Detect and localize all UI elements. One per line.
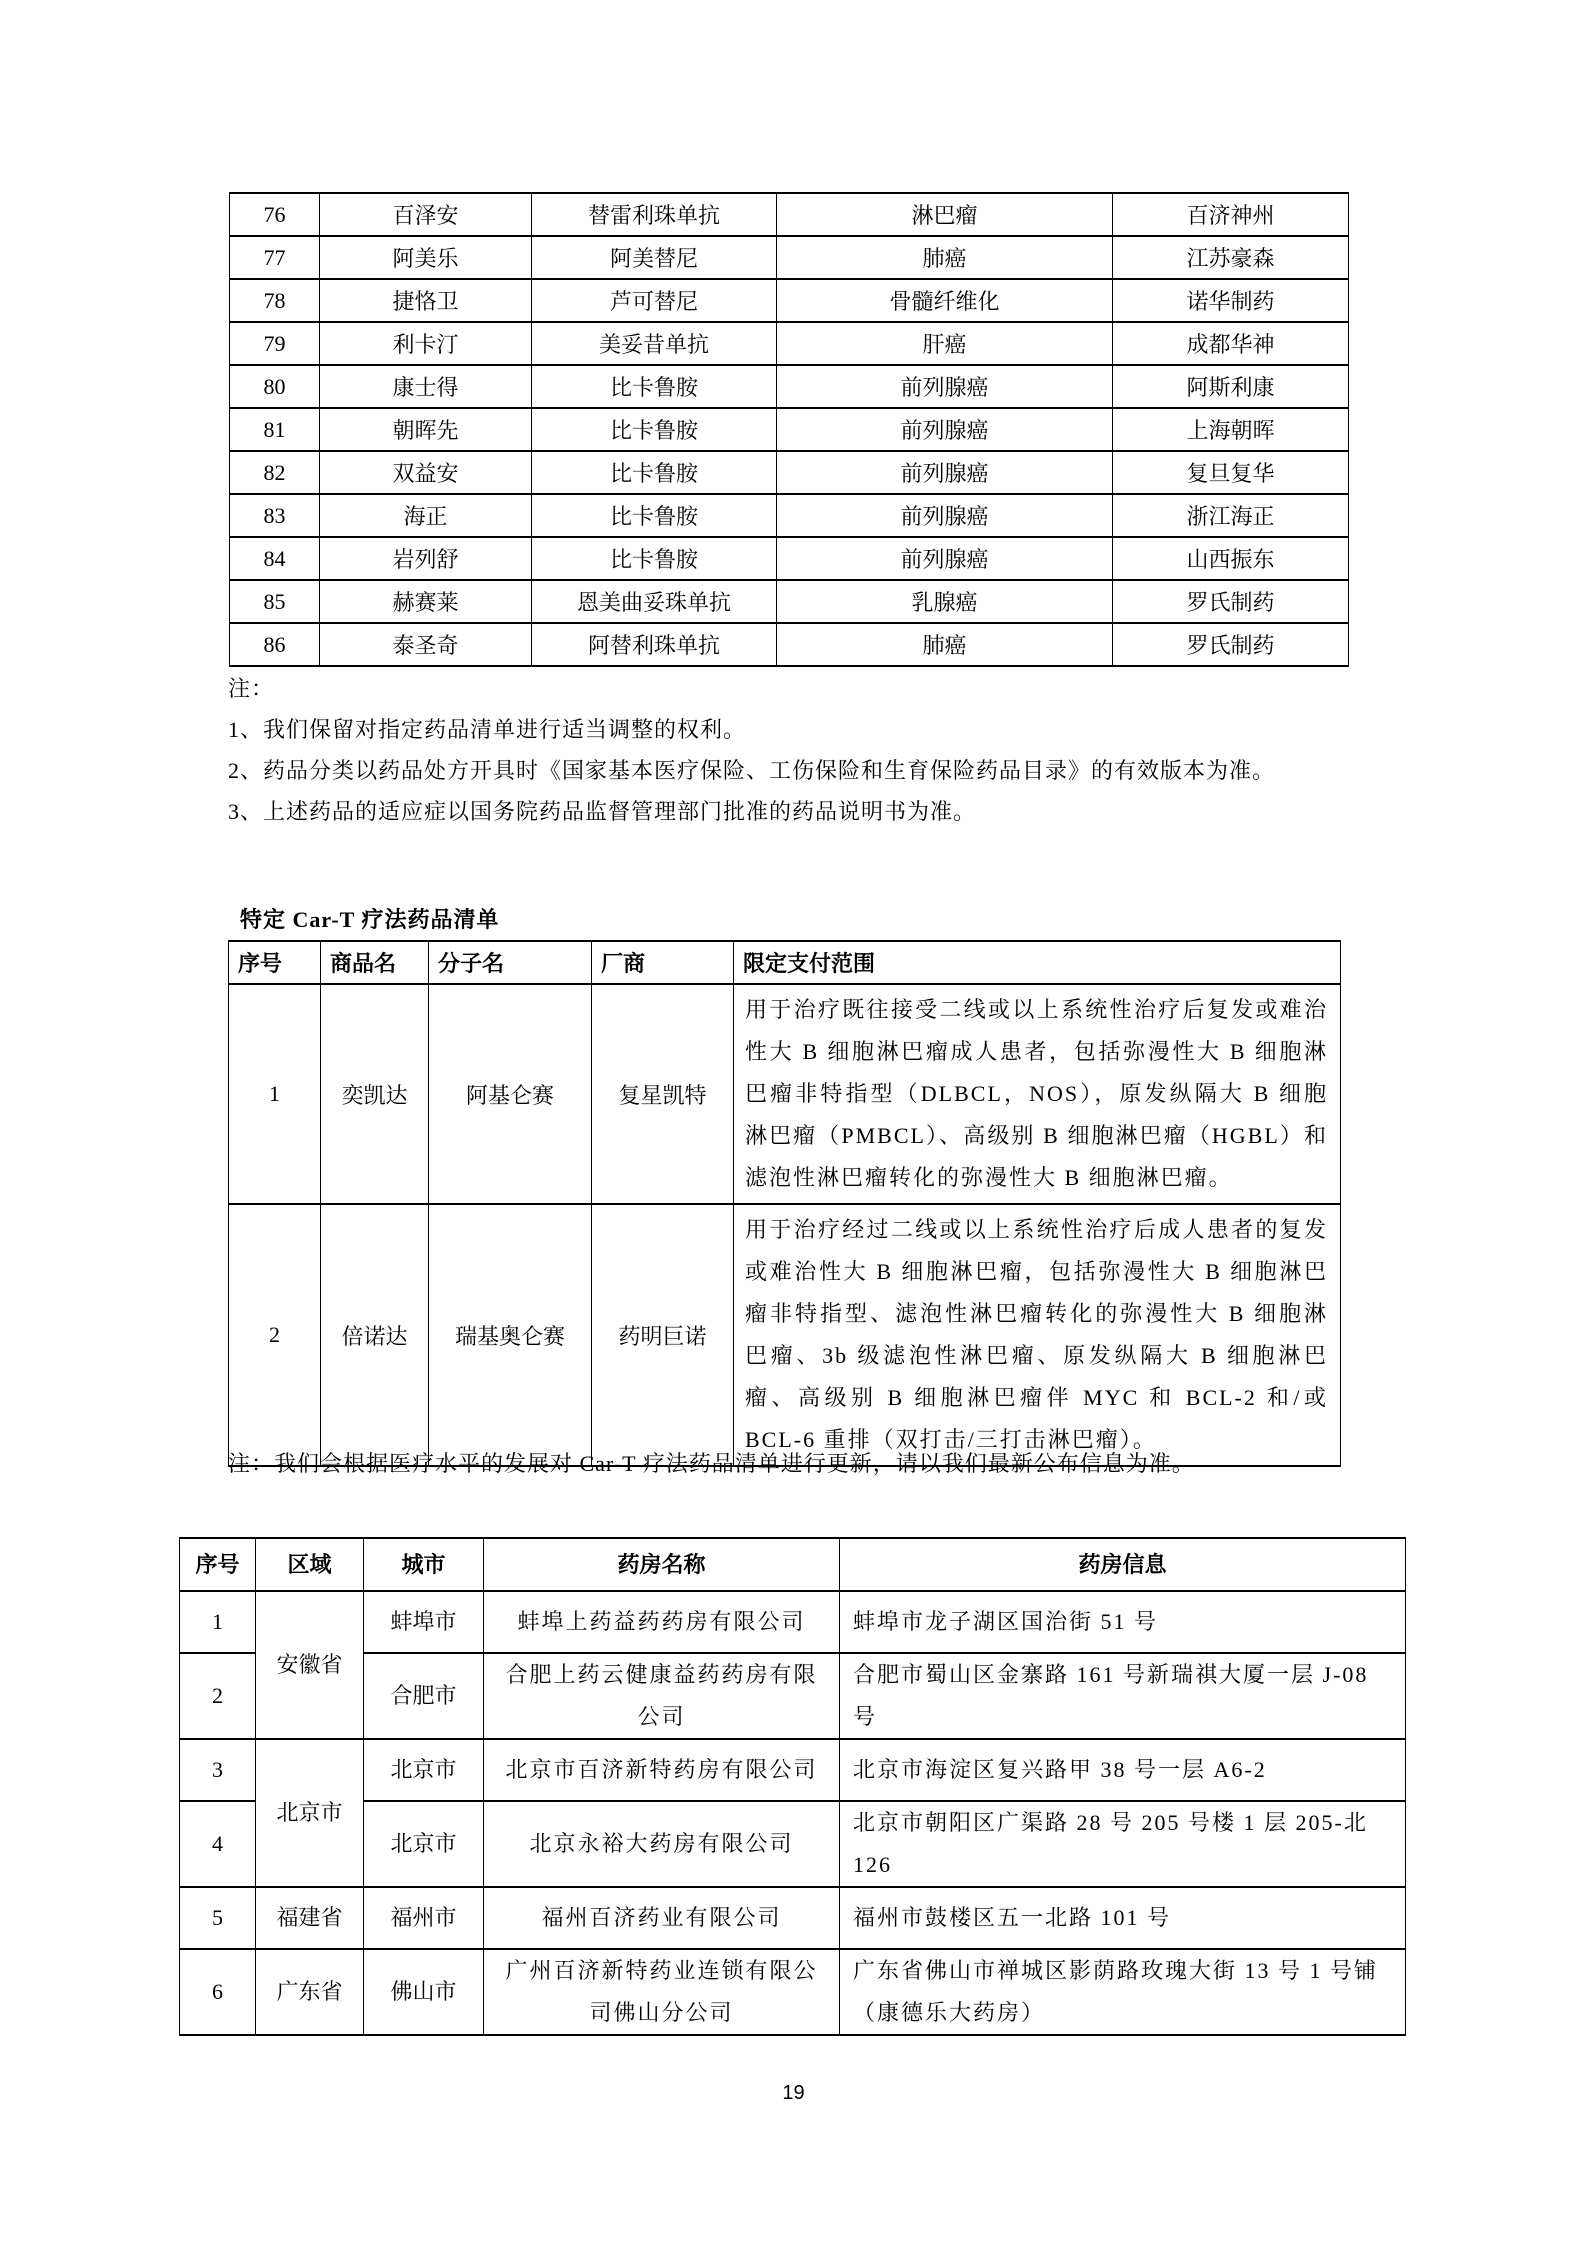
table-header-row [180, 1538, 1406, 1591]
drug-manufacturer: 阿斯利康 [1113, 365, 1349, 408]
header-no: 序号 [180, 1538, 256, 1591]
table-row [230, 451, 1349, 494]
cart-brand: 奕凯达 [321, 984, 429, 1204]
pharmacy-city: 合肥市 [364, 1653, 484, 1739]
drug-molecule: 阿美替尼 [532, 236, 777, 279]
cart-no: 2 [229, 1204, 321, 1466]
drug-no: 77 [230, 236, 320, 279]
cart-drugs-table [228, 940, 1341, 1467]
pharmacy-info: 蚌埠市龙子湖区国治街 51 号 [840, 1591, 1406, 1653]
drug-brand: 捷恪卫 [320, 279, 532, 322]
drug-no: 78 [230, 279, 320, 322]
drug-manufacturer: 罗氏制药 [1113, 580, 1349, 623]
drug-brand: 岩列舒 [320, 537, 532, 580]
drug-brand: 朝晖先 [320, 408, 532, 451]
header-brand: 商品名 [321, 941, 429, 984]
note-line: 3、上述药品的适应症以国务院药品监督管理部门批准的药品说明书为准。 [228, 799, 977, 824]
pharmacy-info: 北京市朝阳区广渠路 28 号 205 号楼 1 层 205-北 126 [840, 1801, 1406, 1887]
pharmacy-city: 佛山市 [364, 1949, 484, 2035]
drug-manufacturer: 浙江海正 [1113, 494, 1349, 537]
table-row [230, 537, 1349, 580]
pharmacy-city: 蚌埠市 [364, 1591, 484, 1653]
pharmacy-name: 福州百济药业有限公司 [484, 1887, 840, 1949]
drug-indication: 肝癌 [777, 322, 1113, 365]
drug-brand: 康士得 [320, 365, 532, 408]
cart-payment-scope: 用于治疗既往接受二线或以上系统性治疗后复发或难治性大 B 细胞淋巴瘤成人患者，包括弥漫性大 B 细胞淋巴瘤非特指型（DLBCL，NOS），原发纵隔大 B 细胞淋巴瘤（PMBCL）、高级别 B 细胞淋巴瘤（HGBL）和滤泡性淋巴瘤转化的弥漫性大 B 细胞淋巴瘤。 [734, 984, 1341, 1204]
table-row [230, 322, 1349, 365]
drug-molecule: 替雷利珠单抗 [532, 193, 777, 236]
drug-indication: 前列腺癌 [777, 537, 1113, 580]
pharmacy-city: 福州市 [364, 1887, 484, 1949]
drug-no: 83 [230, 494, 320, 537]
table-row [230, 623, 1349, 666]
note-line: 2、药品分类以药品处方开具时《国家基本医疗保险、工伤保险和生育保险药品目录》的有效版本为准。 [228, 758, 1276, 783]
drug-brand: 双益安 [320, 451, 532, 494]
pharmacy-no: 4 [180, 1801, 256, 1887]
header-pharmacy-info: 药房信息 [840, 1538, 1406, 1591]
drug-indication: 肺癌 [777, 623, 1113, 666]
drug-manufacturer: 山西振东 [1113, 537, 1349, 580]
drug-manufacturer: 百济神州 [1113, 193, 1349, 236]
table-header-row [229, 941, 1341, 984]
table-row [180, 1591, 1406, 1653]
pharmacy-name: 蚌埠上药益药药房有限公司 [484, 1591, 840, 1653]
pharmacy-no: 2 [180, 1653, 256, 1739]
pharmacy-name: 合肥上药云健康益药药房有限公司 [484, 1653, 840, 1739]
header-manufacturer: 厂商 [592, 941, 734, 984]
table-row [180, 1739, 1406, 1801]
header-molecule: 分子名 [429, 941, 592, 984]
table-row [230, 494, 1349, 537]
pharmacy-name: 北京永裕大药房有限公司 [484, 1801, 840, 1887]
drug-no: 85 [230, 580, 320, 623]
drug-indication: 前列腺癌 [777, 408, 1113, 451]
table-row [230, 408, 1349, 451]
pharmacy-name: 北京市百济新特药房有限公司 [484, 1739, 840, 1801]
table-row [230, 580, 1349, 623]
pharmacy-no: 1 [180, 1591, 256, 1653]
drug-manufacturer: 成都华神 [1113, 322, 1349, 365]
drug-brand: 海正 [320, 494, 532, 537]
drug-no: 79 [230, 322, 320, 365]
cart-no: 1 [229, 984, 321, 1204]
table-row [230, 365, 1349, 408]
drug-molecule: 美妥昔单抗 [532, 322, 777, 365]
pharmacy-info: 北京市海淀区复兴路甲 38 号一层 A6-2 [840, 1739, 1406, 1801]
drug-molecule: 比卡鲁胺 [532, 537, 777, 580]
drug-manufacturer: 罗氏制药 [1113, 623, 1349, 666]
pharmacy-region: 广东省 [256, 1949, 364, 2035]
note-line: 1、我们保留对指定药品清单进行适当调整的权利。 [228, 717, 747, 742]
pharmacy-no: 5 [180, 1887, 256, 1949]
drug-molecule: 比卡鲁胺 [532, 408, 777, 451]
table-row [230, 279, 1349, 322]
drug-indication: 前列腺癌 [777, 451, 1113, 494]
drug-no: 81 [230, 408, 320, 451]
drug-molecule: 芦可替尼 [532, 279, 777, 322]
pharmacy-no: 6 [180, 1949, 256, 2035]
drug-brand: 阿美乐 [320, 236, 532, 279]
cart-note: 注：我们会根据医疗水平的发展对 Car-T 疗法药品清单进行更新，请以我们最新公布信息为准。 [228, 1451, 1195, 1476]
pharmacy-city: 北京市 [364, 1739, 484, 1801]
cart-molecule: 阿基仑赛 [429, 984, 592, 1204]
pharmacy-info: 合肥市蜀山区金寨路 161 号新瑞祺大厦一层 J-08 号 [840, 1653, 1406, 1739]
table-row [230, 193, 1349, 236]
pharmacy-info: 广东省佛山市禅城区影荫路玫瑰大街 13 号 1 号铺（康德乐大药房） [840, 1949, 1406, 2035]
table-row [180, 1887, 1406, 1949]
pharmacy-no: 3 [180, 1739, 256, 1801]
notes-block [228, 668, 1275, 832]
pharmacy-info: 福州市鼓楼区五一北路 101 号 [840, 1887, 1406, 1949]
header-city: 城市 [364, 1538, 484, 1591]
drug-molecule: 比卡鲁胺 [532, 494, 777, 537]
drug-no: 84 [230, 537, 320, 580]
pharmacy-name: 广州百济新特药业连锁有限公司佛山分公司 [484, 1949, 840, 2035]
drug-molecule: 恩美曲妥珠单抗 [532, 580, 777, 623]
drug-indication: 肺癌 [777, 236, 1113, 279]
drug-brand: 利卡汀 [320, 322, 532, 365]
cart-section-title: 特定 Car-T 疗法药品清单 [240, 907, 500, 932]
table-row [180, 1949, 1406, 2035]
drug-manufacturer: 诺华制药 [1113, 279, 1349, 322]
header-pharmacy-name: 药房名称 [484, 1538, 840, 1591]
pharmacy-region: 福建省 [256, 1887, 364, 1949]
table-row [230, 236, 1349, 279]
drug-brand: 百泽安 [320, 193, 532, 236]
drug-indication: 乳腺癌 [777, 580, 1113, 623]
table-row [180, 1653, 1406, 1739]
table-row [229, 1204, 1341, 1466]
page-number: 19 [782, 2082, 805, 2104]
drug-brand: 泰圣奇 [320, 623, 532, 666]
pharmacy-table [179, 1537, 1406, 2036]
header-region: 区域 [256, 1538, 364, 1591]
pharmacy-region: 安徽省 [256, 1591, 364, 1739]
pharmacy-city: 北京市 [364, 1801, 484, 1887]
drug-molecule: 比卡鲁胺 [532, 451, 777, 494]
notes-label: 注： [228, 676, 275, 701]
drug-brand: 赫赛莱 [320, 580, 532, 623]
header-payment-scope: 限定支付范围 [734, 941, 1341, 984]
drug-indication: 骨髓纤维化 [777, 279, 1113, 322]
drug-indication: 前列腺癌 [777, 494, 1113, 537]
cart-manufacturer: 复星凯特 [592, 984, 734, 1204]
table-row [229, 984, 1341, 1204]
cart-brand: 倍诺达 [321, 1204, 429, 1466]
drug-no: 76 [230, 193, 320, 236]
cart-payment-scope: 用于治疗经过二线或以上系统性治疗后成人患者的复发或难治性大 B 细胞淋巴瘤，包括弥漫性大 B 细胞淋巴瘤非特指型、滤泡性淋巴瘤转化的弥漫性大 B 细胞淋巴瘤、3b 级滤泡性淋巴瘤、原发纵隔大 B 细胞淋巴瘤、高级别 B 细胞淋巴瘤伴 MYC 和 BCL-2 和/或 BCL-6 重排（双打击/三打击淋巴瘤）。 [734, 1204, 1341, 1466]
designated-drugs-table [229, 192, 1349, 667]
cart-molecule: 瑞基奥仑赛 [429, 1204, 592, 1466]
pharmacy-region: 北京市 [256, 1739, 364, 1887]
drug-molecule: 比卡鲁胺 [532, 365, 777, 408]
drug-manufacturer: 复旦复华 [1113, 451, 1349, 494]
table-row [180, 1801, 1406, 1887]
drug-indication: 淋巴瘤 [777, 193, 1113, 236]
drug-manufacturer: 上海朝晖 [1113, 408, 1349, 451]
header-no: 序号 [229, 941, 321, 984]
drug-manufacturer: 江苏豪森 [1113, 236, 1349, 279]
drug-indication: 前列腺癌 [777, 365, 1113, 408]
drug-no: 86 [230, 623, 320, 666]
drug-no: 80 [230, 365, 320, 408]
cart-manufacturer: 药明巨诺 [592, 1204, 734, 1466]
drug-no: 82 [230, 451, 320, 494]
drug-molecule: 阿替利珠单抗 [532, 623, 777, 666]
